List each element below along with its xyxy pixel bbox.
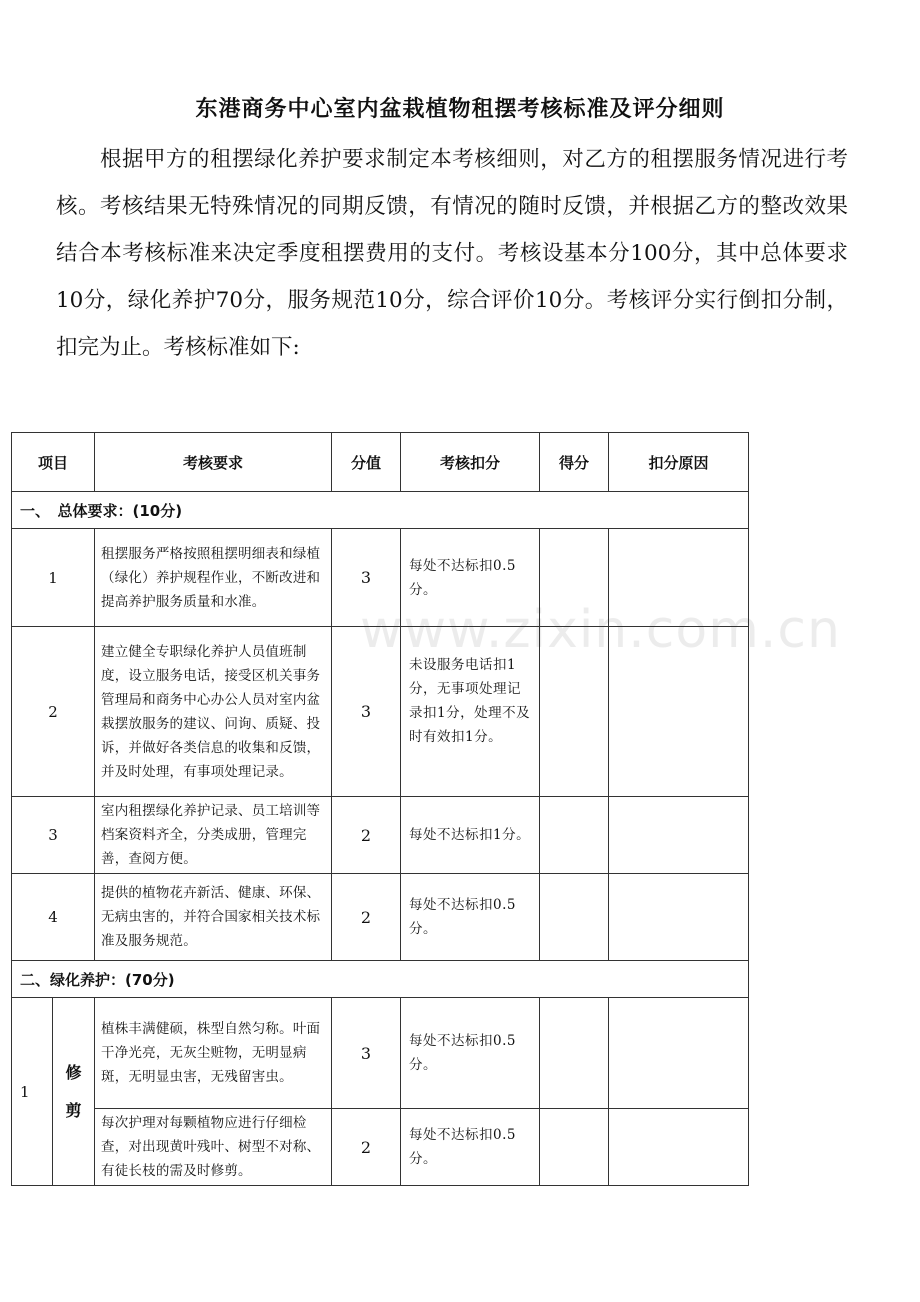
assessment-table (11, 432, 749, 1186)
section-row (12, 961, 749, 998)
header-score: 分值 (332, 433, 401, 492)
table-row (12, 529, 749, 627)
requirement-cell: 每次护理对每颗植物应进行仔细检查，对出现黄叶残叶、树型不对称、有徒长枝的需及时修剪。 (95, 1109, 332, 1186)
group-number: 1 (12, 998, 53, 1186)
score-cell: 3 (332, 529, 401, 627)
reason-cell (609, 1109, 749, 1186)
score-cell: 2 (332, 1109, 401, 1186)
table-row (12, 1109, 749, 1186)
reason-cell (609, 998, 749, 1109)
deduction-cell: 每处不达标扣0.5分。 (401, 998, 540, 1109)
got-score-cell (540, 529, 609, 627)
row-number: 4 (12, 874, 95, 961)
row-number: 3 (12, 797, 95, 874)
table-row (12, 627, 749, 797)
header-got-score: 得分 (540, 433, 609, 492)
reason-cell (609, 627, 749, 797)
table-row (12, 797, 749, 874)
got-score-cell (540, 998, 609, 1109)
header-requirement: 考核要求 (95, 433, 332, 492)
header-deduction: 考核扣分 (401, 433, 540, 492)
document-title: 东港商务中心室内盆栽植物租摆考核标准及评分细则 (195, 97, 725, 122)
score-cell: 3 (332, 998, 401, 1109)
requirement-cell: 室内租摆绿化养护记录、员工培训等档案资料齐全，分类成册，管理完善，查阅方便。 (95, 797, 332, 874)
score-cell: 3 (332, 627, 401, 797)
group-label-pruning: 修剪 (53, 998, 95, 1186)
header-reason: 扣分原因 (609, 433, 749, 492)
row-number: 1 (12, 529, 95, 627)
requirement-cell: 租摆服务严格按照租摆明细表和绿植（绿化）养护规程作业，不断改进和提高养护服务质量和水准。 (95, 529, 332, 627)
score-cell: 2 (332, 797, 401, 874)
deduction-cell: 每处不达标扣0.5分。 (401, 529, 540, 627)
table-row (12, 998, 749, 1109)
header-row (12, 433, 749, 492)
got-score-cell (540, 1109, 609, 1186)
table-row (12, 874, 749, 961)
watermark: www.zixin.com.cn (360, 600, 841, 660)
got-score-cell (540, 874, 609, 961)
intro-paragraph: 根据甲方的租摆绿化养护要求制定本考核细则，对乙方的租摆服务情况进行考核。考核结果无特殊情况的同期反馈，有情况的随时反馈，并根据乙方的整改效果结合本考核标准来决定季度租摆费用的支付。考核设基本分100分，其中总体要求10分，绿化养护70分，服务规范10分，综合评价10分。考核评分实行倒扣分制，扣完为止。考核标准如下: (56, 147, 848, 360)
reason-cell (609, 797, 749, 874)
got-score-cell (540, 797, 609, 874)
requirement-cell: 建立健全专职绿化养护人员值班制度，设立服务电话，接受区机关事务管理局和商务中心办公人员对室内盆栽摆放服务的建议、问询、质疑、投诉，并做好各类信息的收集和反馈，并及时处理，有事项处理记录。 (95, 627, 332, 797)
got-score-cell (540, 627, 609, 797)
section-row (12, 492, 749, 529)
deduction-cell: 每处不达标扣0.5分。 (401, 874, 540, 961)
section-general-requirements: 一、 总体要求：(10分) (12, 492, 749, 529)
score-cell: 2 (332, 874, 401, 961)
reason-cell (609, 874, 749, 961)
section-green-maintenance: 二、绿化养护：(70分) (12, 961, 749, 998)
requirement-cell: 提供的植物花卉新活、健康、环保、无病虫害的，并符合国家相关技术标准及服务规范。 (95, 874, 332, 961)
row-number: 2 (12, 627, 95, 797)
reason-cell (609, 529, 749, 627)
requirement-cell: 植株丰满健硕，株型自然匀称。叶面干净光亮，无灰尘赃物，无明显病斑，无明显虫害，无残留害虫。 (95, 998, 332, 1109)
header-item: 项目 (12, 433, 95, 492)
deduction-cell: 未设服务电话扣1分，无事项处理记录扣1分，处理不及时有效扣1分。 (401, 627, 540, 797)
deduction-cell: 每处不达标扣1分。 (401, 797, 540, 874)
deduction-cell: 每处不达标扣0.5分。 (401, 1109, 540, 1186)
